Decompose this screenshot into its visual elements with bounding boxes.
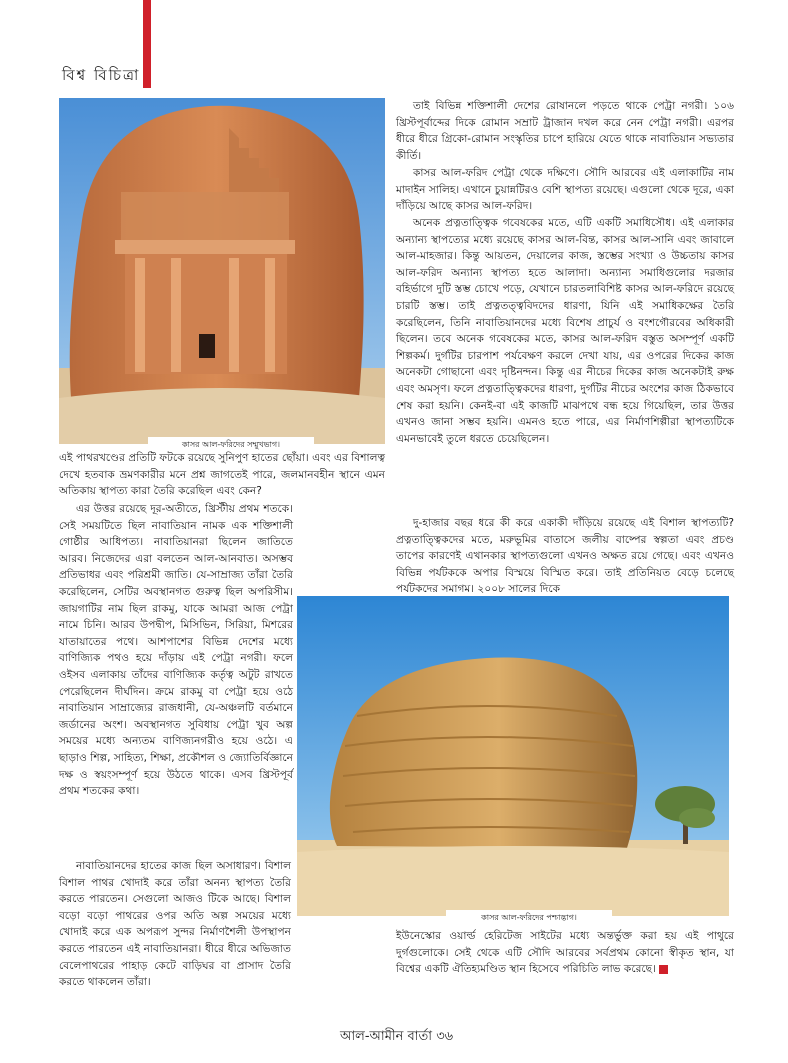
qasr-back-illustration — [297, 596, 729, 916]
paragraph-right-2: কাসর আল-ফরিদ পেট্রা থেকে দক্ষিণে। সৌদি আরবের এই এলাকাটির নাম মাদাইন সালিহ। এখানে চুয়ান্নটিরও বেশি স্থাপত্য রয়েছে। এগুলো থেকে দূরে, একা দাঁড়িয়ে আছে কাসর আল-ফরিদ। — [396, 167, 734, 213]
paragraph-right-5-text: ইউনেস্কোর ওয়ার্ল্ড হেরিটেজ সাইটের মধ্যে অন্তর্ভুক্ত করা হয় এই পাথুরে দুর্গগুলোকে। সেই থেকে এটি সৌদি আরবের সর্বপ্রথম কোনো স্বীকৃত স্থান, যা বিশ্বের একটি ঐতিহ্যমণ্ডিত স্থান হিসেবে পরিচিতি লাভ করেছে। — [396, 930, 734, 976]
paragraph-right-5 — [396, 928, 734, 978]
paragraph-left-2: এর উত্তর রয়েছে দূর-অতীতে, খ্রিস্টীয় প্রথম শতকে। সেই সময়টিতে ছিল নাবাতিয়ান নামক এক শক্তিশালী গোষ্ঠীর আধিপত্য। নাবাতিয়ানরা ছিলেন জাতিতে আরব। নিজেদের এরা বলতেন আল-আনবাত। অসম্ভব প্রতিভাধর এবং পরিশ্রমী জাতি। যে-সাম্রাজ্য তাঁরা তৈরি করেছিলেন, সেটির অবস্থানগত গুরুত্ব ছিল অপরিসীম। জায়গাটির নাম ছিল রাকমু, যাকে আমরা আজ পেট্রা নামে চিনি। আরব উপদ্বীপ, মিসিভিন, সিরিয়া, মিশরের যাতায়াতের পথে। আশপাশের বিভিন্ন দেশের মধ্যে বাণিজ্যিক পথও হয়ে দাঁড়ায় এই পেট্রা নগরী। ফলে ওইসব এলাকায় তাঁদের বাণিজ্যিক কর্তৃত্ব অটুট রাখতে পেরেছিলেন দীর্ঘদিন। ক্রমে রাকমু বা পেট্রা হয়ে ওঠে নাবাতিয়ান সাম্রাজ্যের রাজধানী, যে-অঞ্চলটি বর্তমানে জর্ডানের অংশ। অবস্থানগত সুবিধায় পেট্রা খুব অল্প সময়ের মধ্যে অন্যতম বাণিজ্যনগরীও হয়ে ওঠে। এ ছাড়াও শিল্প, সাহিত্য, শিক্ষা, প্রকৌশল ও জ্যোতির্বিজ্ঞানে দক্ষ ও স্বয়ংসম্পূর্ণ হয়ে উঠতে থাকে। এসব খ্রিস্টপূর্ব প্রথম শতকের কথা। — [59, 503, 293, 798]
qasr-front-illustration — [59, 98, 385, 444]
footer-page-label: আল-আমীন বার্তা ৩৬ — [340, 1029, 454, 1044]
end-mark — [659, 965, 668, 974]
section-title: বিশ্ব বিচিত্রা — [62, 66, 141, 84]
caption-front: কাসর আল-ফরিদের সম্মুখভাগ। — [148, 437, 314, 454]
paragraph-right-1: তাই বিভিন্ন শক্তিশালী দেশের রোষানলে পড়তে থাকে পেট্রা নগরী। ১০৬ খ্রিস্টপূর্বাব্দের দিকে রোমান সম্রাট ট্রাজান দখল করে নেন পেট্রা নগরী। এরপর ধীরে ধীরে গ্রিকো-রোমান সংস্কৃতির চাপে হারিয়ে যেতে থাকে নাবাতিয়ান সভ্যতার কীর্তি। — [396, 100, 734, 162]
paragraph-right-3: অনেক প্রত্নতাত্ত্বিক গবেষকের মতে, এটি একটি সমাধিসৌধ। এই এলাকার অন্যান্য স্থাপত্যের মধ্যে রয়েছে কাসর আল-বিন্ত, কাসর আল-সানি এবং জাবালে আল-মাহজার। কিন্তু আয়তন, দেয়ালের কাজ, স্তম্ভের সংখ্যা ও উচ্চতায় কাসর আল-ফরিদ অন্যান্য স্থাপত্য হতে আলাদা। অন্যান্য সমাধিগুলোর দরজার বহির্ভাগে দুটি স্তম্ভ চোখে পড়ে, যেখানে চারতলাবিশিষ্ট কাসর আল-ফরিদে রয়েছে চারটি স্তম্ভ। তাই প্রত্নতত্ত্ববিদদের ধারণা, যিনি এই সমাধিকক্ষের তৈরি করেছিলেন, তিনি নাবাতিয়ানদের মধ্যে বিশেষ প্রাচুর্য ও বংশগৌরবের অধিকারী ছিলেন। তবে অনেক গবেষকের মতে, কাসর আল-ফরিদ বস্তুত অসম্পূর্ণ একটি শিল্পকর্ম। দুর্গটির চারপাশ পর্যবেক্ষণ করলে দেখা যায়, এর ওপরের দিকের কাজ অনেকটা গোছানো এবং দৃষ্টিনন্দন। কিন্তু এর নীচের দিকের কাজ অনেকটাই রুক্ষ এবং অমসৃণ। ফলে প্রত্নতাত্ত্বিকদের ধারণা, দুর্গটির নীচের অংশের কাজ ঠিকভাবে শেষ করা হয়নি। কেনই-বা এই কাজটি মাঝপথে বন্ধ হয়ে গিয়েছিল, তার উত্তর এখনও জানা সম্ভব হয়নি। এমনও হতে পারে, এর নির্মাণশিল্পীরা স্থাপত্যটিকে এমনভাবেই তুলে ধরতে চেয়েছিলেন। — [396, 217, 734, 445]
caption-back: কাসর আল-ফরিদের পশ্চাদ্ভাগ। — [446, 910, 612, 927]
paragraph-right-4: দু-হাজার বছর ধরে কী করে একাকী দাঁড়িয়ে রয়েছে এই বিশাল স্থাপত্যটি? প্রত্নতাত্ত্বিকদের মতে, মরুভূমির বাতাসে জলীয় বাষ্পের স্বল্পতা এবং প্রচণ্ড তাপের কারণেই এখানকার স্থাপত্যগুলো এখনও অক্ষত রয়ে গেছে। এবং এখনও বিভিন্ন পর্যটককে অপার বিস্ময়ে বিস্মিত করে। তাই প্রতিনিয়ত বেড়ে চলেছে পর্যটকদের সমাগম। ২০০৮ সালের দিকে — [396, 517, 734, 596]
qasr-al-farid-back-photo — [297, 596, 729, 916]
paragraph-left-3: নাবাতিয়ানদের হাতের কাজ ছিল অসাধারণ। বিশাল বিশাল পাথর খোদাই করে তাঁরা অনন্য স্থাপত্য তৈরি করতে পারতেন। সেগুলো আজও টিকে আছে। বিশাল বড়ো বড়ো পাথরের ওপর অতি অল্প সময়ের মধ্যে খোদাই করে এক অপরূপ সুন্দর নির্মাণশৈলী উপস্থাপন করতে পারতেন এই নাবাতিয়ানরা। ধীরে ধীরে অভিজাত বেলেপাথরের পাহাড় কেটে বাড়িঘর বা প্রাসাদ তৈরি করতে থাকলেন তাঁরা। — [59, 860, 291, 989]
qasr-al-farid-front-photo — [59, 98, 385, 444]
paragraph-left-1: এই পাথরখণ্ডের প্রতিটি ফটকে রয়েছে সুনিপুণ হাতের ছোঁয়া। এবং এর বিশালত্ব দেখে হতবাক ভ্রমণকারীর মনে প্রশ্ন জাগতেই পারে, জলমানবহীন স্থানে এমন অতিকায় স্থাপত্য কারা তৈরি করেছিল এবং কেন? — [59, 452, 385, 498]
header-red-bar — [143, 0, 151, 88]
